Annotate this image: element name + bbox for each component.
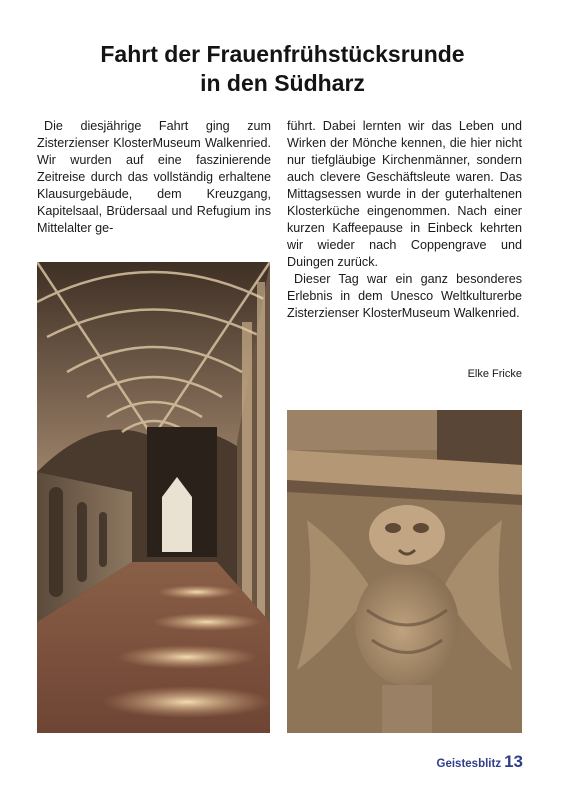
page-footer bbox=[437, 752, 523, 772]
article-title-line1: Fahrt der Frauenfrühstücksrunde bbox=[100, 41, 465, 67]
paragraph-continuation: führt. Dabei lernten wir das Leben und Wirken der Mönche kennen, die hier nicht nur tiefgläubige Kirchenmänner, sondern auch clevere Geschäftsleute waren. Das Mittagsessen wurde in der guterhaltenen Klosterküche eingenommen. Nach einer kurzen Kaffeepause in Einbeck kehrten wir wieder nach Coppengrave und Duingen zurück. bbox=[287, 119, 522, 269]
page-number: 13 bbox=[504, 752, 523, 771]
paragraph-conclusion: Dieser Tag war ein ganz besonderes Erlebnis in dem Unesco Weltkulturerbe Zisterzienser KlosterMuseum Walkenried. bbox=[287, 272, 522, 320]
cloister-corridor-photo bbox=[37, 262, 270, 733]
author-signature: Elke Fricke bbox=[467, 368, 522, 380]
right-text-column bbox=[287, 118, 522, 322]
article-title-line2: in den Südharz bbox=[200, 70, 365, 96]
paragraph-intro: Die diesjährige Fahrt ging zum Zisterzienser KlosterMuseum Walkenried. Wir wurden auf eine faszinierende Zeitreise durch das vollständig erhaltene Klausurgebäude, dem Kreuzgang, Kapitelsaal, Brüdersaal und Refugium ins Mittelalter ge- bbox=[37, 119, 271, 235]
carved-capital-photo bbox=[287, 410, 522, 733]
article-title bbox=[0, 40, 565, 98]
magazine-name: Geistesblitz bbox=[436, 758, 502, 770]
left-text-column bbox=[37, 118, 271, 237]
